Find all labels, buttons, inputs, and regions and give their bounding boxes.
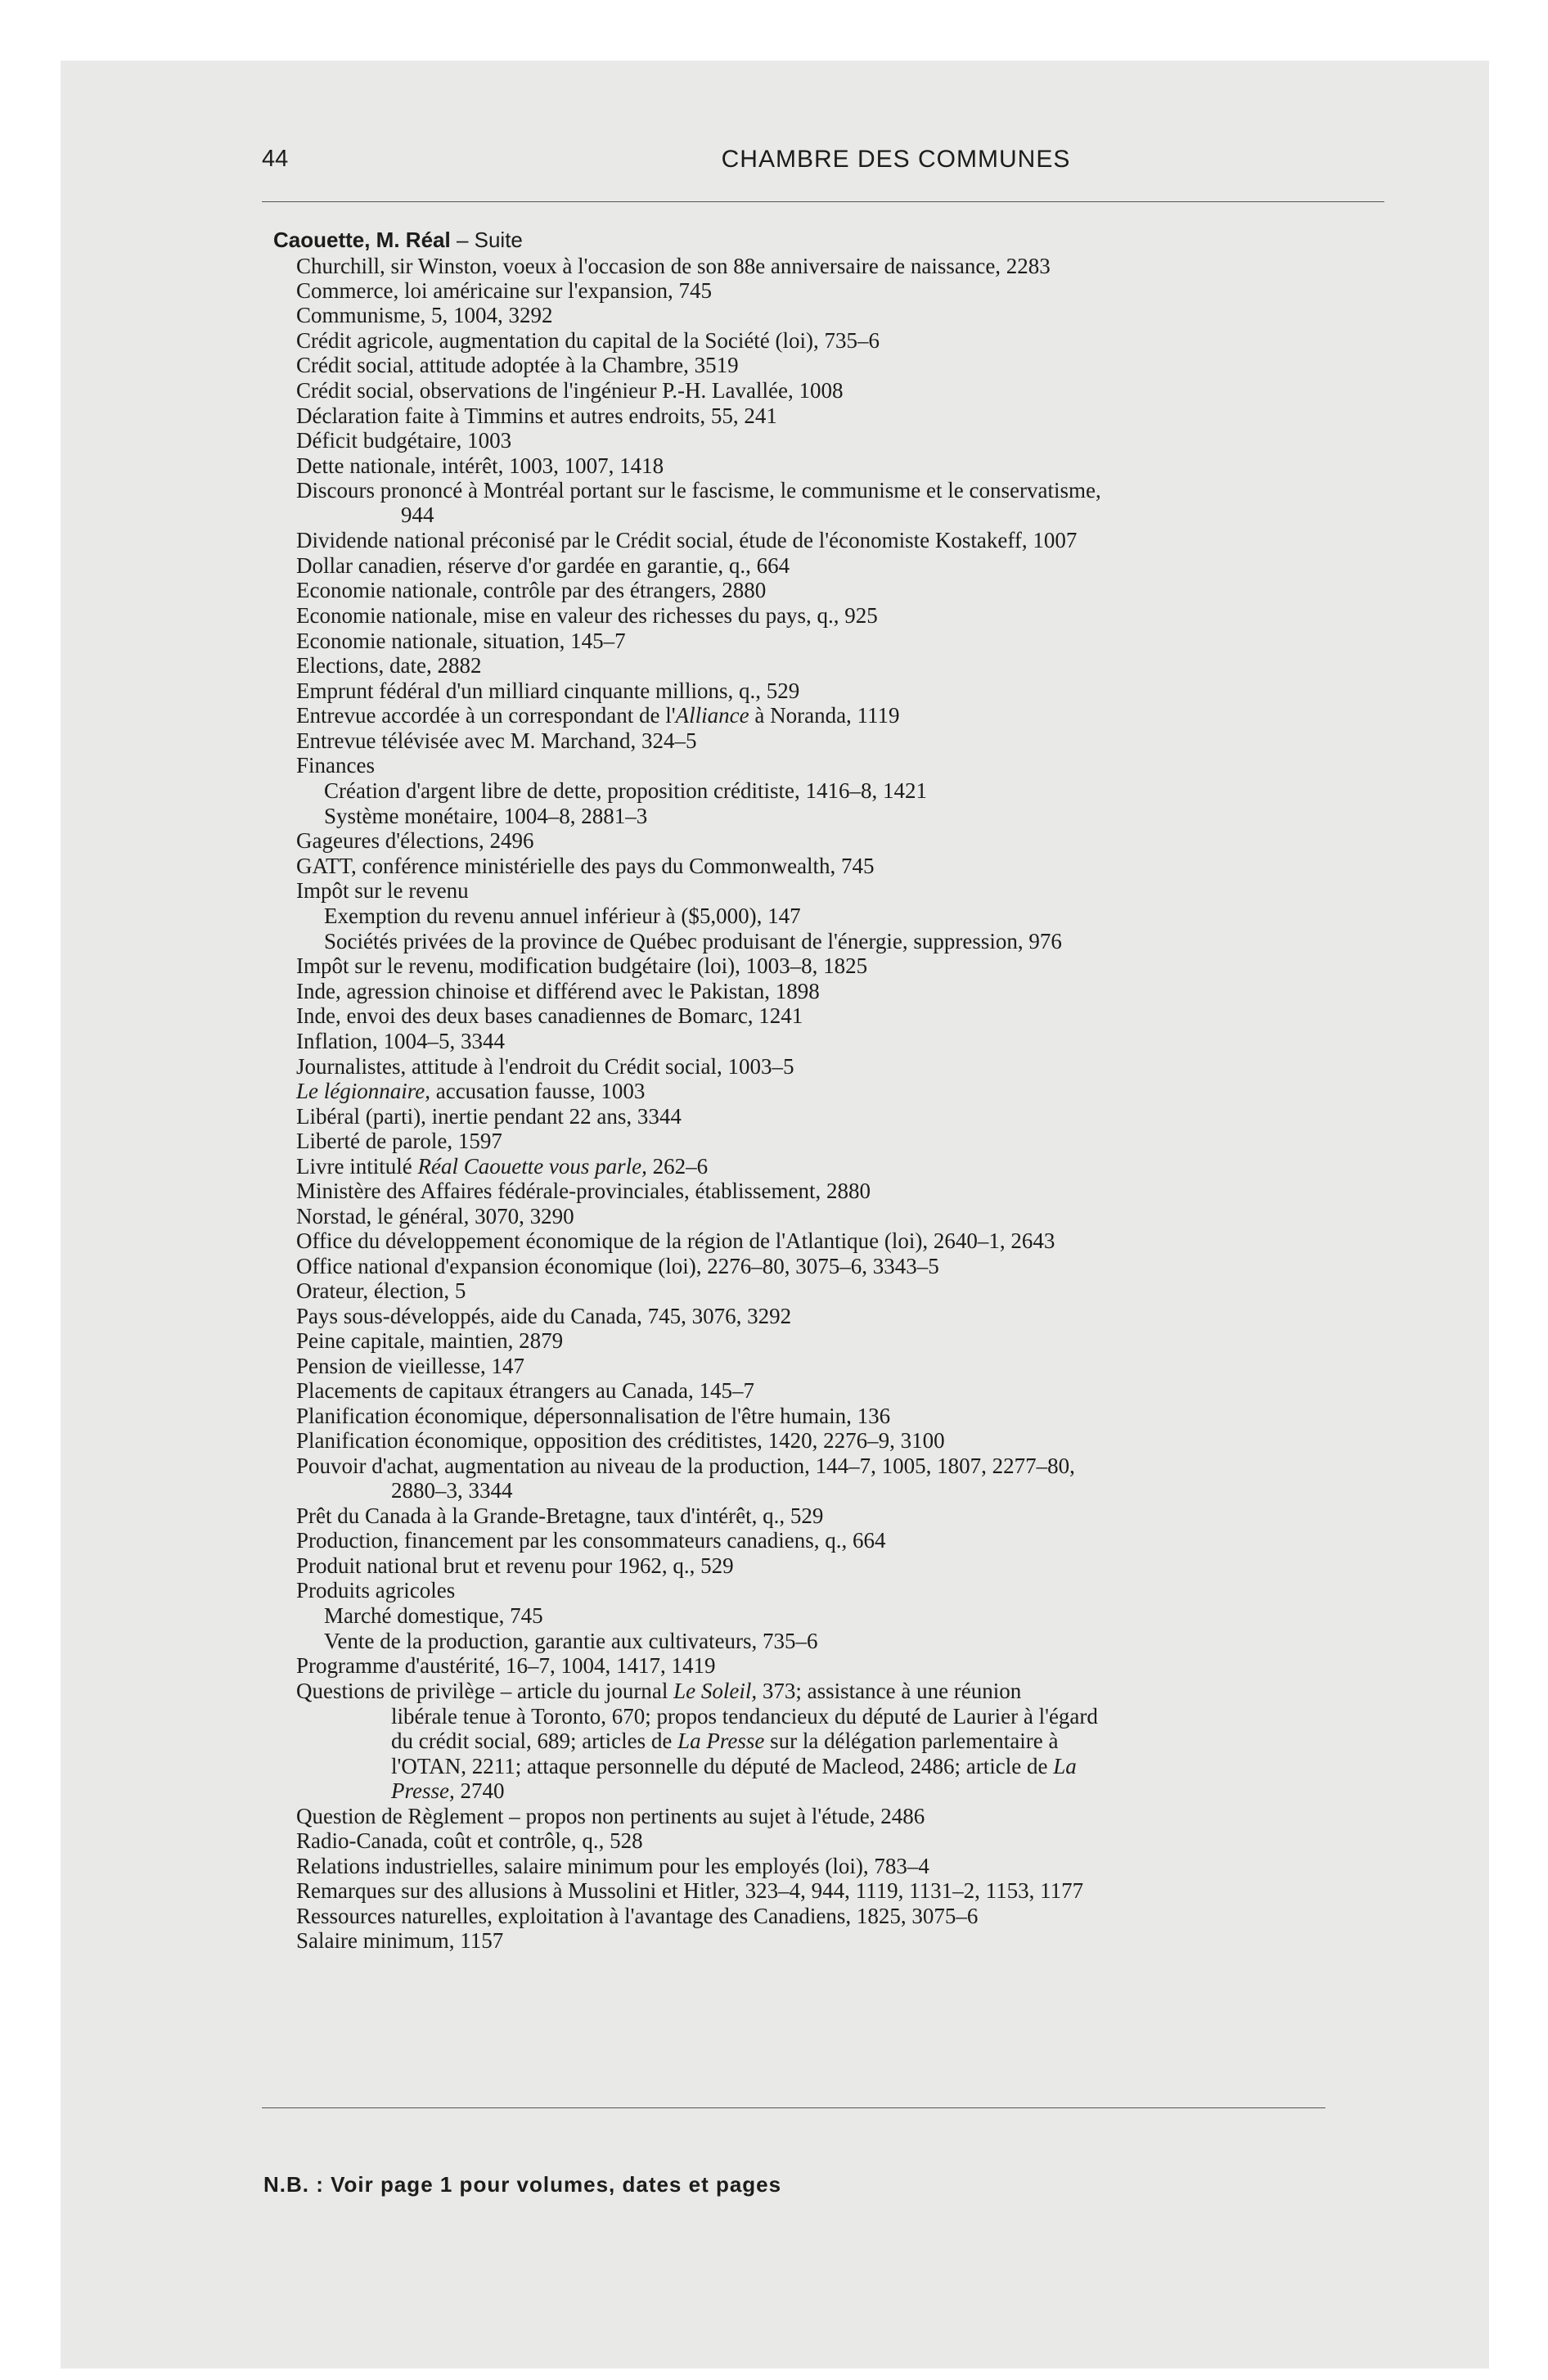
index-line-text: Crédit social, attitude adoptée à la Chambre, 3519 xyxy=(296,353,739,377)
index-line-text: du crédit social, 689; articles de xyxy=(391,1729,678,1753)
index-line-text: Communisme, 5, 1004, 3292 xyxy=(296,303,553,327)
index-line xyxy=(296,854,875,878)
index-line-text: Prêt du Canada à la Grande-Bretagne, taux d'intérêt, q., 529 xyxy=(296,1503,824,1528)
index-line xyxy=(296,1278,466,1303)
index-line-text: Office du développement économique de la région de l'Atlantique (loi), 2640–1, 2643 xyxy=(296,1228,1055,1253)
index-line xyxy=(296,1804,925,1828)
index-line-text: à Noranda, 1119 xyxy=(749,703,900,728)
index-line-text: Déclaration faite à Timmins et autres endroits, 55, 241 xyxy=(296,403,777,428)
index-line xyxy=(391,1778,504,1803)
entry-name: Caouette, M. Réal xyxy=(273,228,451,252)
index-line xyxy=(391,1754,1077,1778)
index-line xyxy=(324,804,647,828)
index-line-text: Système monétaire, 1004–8, 2881–3 xyxy=(324,804,648,828)
footer-rule xyxy=(262,2107,1325,2108)
index-line-text: Impôt sur le revenu, modification budgétaire (loi), 1003–8, 1825 xyxy=(296,953,868,978)
index-line-text: Ministère des Affaires fédérale-provinciales, établissement, 2880 xyxy=(296,1179,871,1203)
italic-title: Presse, xyxy=(391,1778,455,1803)
index-line xyxy=(296,353,739,377)
index-line xyxy=(296,1204,574,1228)
index-line xyxy=(401,503,434,527)
index-line-text: Radio-Canada, coût et contrôle, q., 528 xyxy=(296,1828,643,1853)
index-line-text: Libéral (parti), inertie pendant 22 ans, 3344 xyxy=(296,1104,682,1129)
page-number: 44 xyxy=(262,146,289,172)
index-line xyxy=(296,1553,734,1578)
index-line xyxy=(296,1828,643,1853)
index-line-text: Sociétés privées de la province de Québec produisant de l'énergie, suppression, 976 xyxy=(324,929,1062,953)
index-line xyxy=(324,1603,543,1628)
index-line xyxy=(324,929,1062,953)
index-line-text: Questions de privilège – article du journal xyxy=(296,1679,674,1703)
index-line-text: Placements de capitaux étrangers au Canada, 145–7 xyxy=(296,1378,755,1403)
index-line xyxy=(296,453,664,478)
index-line xyxy=(296,1079,645,1103)
index-line xyxy=(296,1904,978,1928)
index-line-text: Création d'argent libre de dette, proposition créditiste, 1416–8, 1421 xyxy=(324,778,927,803)
index-line xyxy=(296,1179,871,1203)
index-line xyxy=(296,678,799,703)
index-line xyxy=(296,1328,563,1353)
index-line xyxy=(296,1054,794,1079)
index-line xyxy=(296,478,1101,503)
running-title: CHAMBRE DES COMMUNES xyxy=(721,146,1071,173)
index-line-text: Pouvoir d'achat, augmentation au niveau de la production, 144–7, 1005, 1807, 2277–80, xyxy=(296,1454,1075,1478)
index-line-text: Commerce, loi américaine sur l'expansion, 745 xyxy=(296,278,712,303)
index-line xyxy=(391,1729,1058,1753)
index-line xyxy=(296,979,820,1003)
index-line-text: 262–6 xyxy=(646,1154,709,1179)
italic-title: Alliance xyxy=(675,703,749,728)
index-line-text: Elections, date, 2882 xyxy=(296,653,482,678)
italic-title: Le légionnaire, xyxy=(296,1079,430,1103)
index-line xyxy=(296,703,900,728)
index-line-text: Emprunt fédéral d'un milliard cinquante millions, q., 529 xyxy=(296,678,800,703)
index-line xyxy=(296,953,867,978)
index-line xyxy=(296,1354,524,1378)
index-line-text: Entrevue télévisée avec M. Marchand, 324–5 xyxy=(296,728,697,753)
index-line xyxy=(296,653,481,678)
index-line xyxy=(296,528,1077,552)
index-line-text: Inde, envoi des deux bases canadiennes de Bomarc, 1241 xyxy=(296,1003,803,1028)
index-line-text: Orateur, élection, 5 xyxy=(296,1278,466,1303)
index-line xyxy=(296,1003,803,1028)
index-line-text: Déficit budgétaire, 1003 xyxy=(296,428,512,453)
index-line xyxy=(296,578,766,602)
italic-title: La Presse xyxy=(677,1729,765,1753)
index-line xyxy=(324,778,927,803)
index-line-text: Office national d'expansion économique (loi), 2276–80, 3075–6, 3343–5 xyxy=(296,1254,939,1278)
index-line-text: Planification économique, dépersonnalisation de l'être humain, 136 xyxy=(296,1404,891,1428)
index-line-text: Economie nationale, mise en valeur des richesses du pays, q., 925 xyxy=(296,603,878,628)
index-line-text: 2740 xyxy=(454,1778,505,1803)
index-line xyxy=(296,1404,890,1428)
index-line-text: Entrevue accordée à un correspondant de l' xyxy=(296,703,676,728)
index-line-text: Inflation, 1004–5, 3344 xyxy=(296,1029,505,1053)
index-line-text: Economie nationale, contrôle par des étrangers, 2880 xyxy=(296,578,767,602)
index-line xyxy=(296,1228,1055,1253)
index-line xyxy=(296,303,553,327)
index-line xyxy=(296,1104,682,1129)
index-line-text: GATT, conférence ministérielle des pays du Commonwealth, 745 xyxy=(296,854,875,878)
index-line xyxy=(296,1254,939,1278)
index-line-text: Finances xyxy=(296,753,375,778)
index-line-text: Dividende national préconisé par le Crédit social, étude de l'économiste Kostakeff, 1007 xyxy=(296,528,1078,552)
index-line-text: Norstad, le général, 3070, 3290 xyxy=(296,1204,574,1228)
index-line xyxy=(296,728,697,753)
index-line xyxy=(296,1454,1075,1478)
index-line-text: Journalistes, attitude à l'endroit du Crédit social, 1003–5 xyxy=(296,1054,794,1079)
index-line xyxy=(296,1029,505,1053)
index-line xyxy=(391,1478,513,1503)
index-line xyxy=(296,328,880,353)
index-line xyxy=(296,1653,716,1678)
index-line-text: Inde, agression chinoise et différend avec le Pakistan, 1898 xyxy=(296,979,820,1003)
index-line-text: Impôt sur le revenu xyxy=(296,878,469,903)
index-line xyxy=(391,1704,1098,1729)
index-line-text: Churchill, sir Winston, voeux à l'occasion de son 88e anniversaire de naissance, 2283 xyxy=(296,254,1051,278)
index-line-text: Relations industrielles, salaire minimum pour les employés (loi), 783–4 xyxy=(296,1854,929,1878)
index-line-text: Produit national brut et revenu pour 1962, q., 529 xyxy=(296,1553,734,1578)
index-line xyxy=(296,1928,503,1953)
index-line-text: Gageures d'élections, 2496 xyxy=(296,828,534,853)
index-line xyxy=(296,1854,929,1878)
italic-title: Le Soleil, xyxy=(673,1679,758,1703)
index-line-text: Discours prononcé à Montréal portant sur le fascisme, le communisme et le conservatisme, xyxy=(296,478,1101,503)
index-line-text: 944 xyxy=(401,503,434,527)
index-line xyxy=(296,828,534,853)
italic-title: Réal Caouette vous parle, xyxy=(417,1154,647,1179)
index-line xyxy=(296,1378,754,1403)
index-line-text: 373; assistance à une réunion xyxy=(757,1679,1022,1703)
index-line-text: Ressources naturelles, exploitation à l'avantage des Canadiens, 1825, 3075–6 xyxy=(296,1904,979,1928)
index-line xyxy=(296,428,511,453)
index-line-text: Crédit social, observations de l'ingénieur P.-H. Lavallée, 1008 xyxy=(296,378,844,403)
index-line xyxy=(296,278,712,303)
index-line-text: Dollar canadien, réserve d'or gardée en garantie, q., 664 xyxy=(296,553,790,578)
index-line-text: accusation fausse, 1003 xyxy=(430,1079,646,1103)
index-line-text: Liberté de parole, 1597 xyxy=(296,1129,502,1153)
index-line xyxy=(296,553,790,578)
index-line xyxy=(296,1578,455,1602)
index-line-text: Question de Règlement – propos non pertinents au sujet à l'étude, 2486 xyxy=(296,1804,925,1828)
index-line xyxy=(296,1304,791,1328)
index-line-text: Marché domestique, 745 xyxy=(324,1603,543,1628)
index-line xyxy=(296,603,878,628)
index-line-text: 2880–3, 3344 xyxy=(391,1478,513,1503)
index-line-text: Peine capitale, maintien, 2879 xyxy=(296,1328,564,1353)
index-line-text: Remarques sur des allusions à Mussolini et Hitler, 323–4, 944, 1119, 1131–2, 1153, 1177 xyxy=(296,1878,1084,1903)
entry-suite: – Suite xyxy=(450,228,523,252)
index-line-text: Pays sous-développés, aide du Canada, 745, 3076, 3292 xyxy=(296,1304,792,1328)
index-line-text: Produits agricoles xyxy=(296,1578,456,1602)
italic-title: La xyxy=(1053,1754,1077,1778)
index-line xyxy=(296,1129,502,1153)
index-line-text: l'OTAN, 2211; attaque personnelle du député de Macleod, 2486; article de xyxy=(391,1754,1054,1778)
index-line xyxy=(324,1629,818,1653)
index-line-text: Programme d'austérité, 16–7, 1004, 1417, 1419 xyxy=(296,1653,716,1678)
index-line xyxy=(296,378,843,403)
index-line xyxy=(296,1679,1021,1703)
index-line xyxy=(296,254,1051,278)
index-line xyxy=(296,1154,708,1179)
index-line-text: Economie nationale, situation, 145–7 xyxy=(296,629,626,653)
index-line-text: Pension de vieillesse, 147 xyxy=(296,1354,524,1378)
index-line xyxy=(296,753,375,778)
index-line xyxy=(296,1503,823,1528)
index-line-text: Livre intitulé xyxy=(296,1154,418,1179)
index-line-text: sur la délégation parlementaire à xyxy=(764,1729,1059,1753)
index-line-text: Production, financement par les consommateurs canadiens, q., 664 xyxy=(296,1528,886,1553)
footnote: N.B. : Voir page 1 pour volumes, dates et pages xyxy=(263,2172,782,2197)
index-line-text: Planification économique, opposition des créditistes, 1420, 2276–9, 3100 xyxy=(296,1428,945,1453)
index-line xyxy=(296,878,469,903)
index-line-text: Vente de la production, garantie aux cultivateurs, 735–6 xyxy=(324,1629,818,1653)
index-line-text: Exemption du revenu annuel inférieur à ($5,000), 147 xyxy=(324,904,801,928)
index-line xyxy=(296,403,777,428)
index-line-text: Salaire minimum, 1157 xyxy=(296,1928,504,1953)
index-line xyxy=(296,629,626,653)
index-line-text: libérale tenue à Toronto, 670; propos tendancieux du député de Laurier à l'égard xyxy=(391,1704,1098,1729)
index-line-text: Dette nationale, intérêt, 1003, 1007, 1418 xyxy=(296,453,664,478)
index-line xyxy=(296,1878,1083,1903)
index-line xyxy=(324,904,801,928)
index-line xyxy=(296,1528,886,1553)
index-line xyxy=(296,1428,945,1453)
index-line-text: Crédit agricole, augmentation du capital de la Société (loi), 735–6 xyxy=(296,328,880,353)
